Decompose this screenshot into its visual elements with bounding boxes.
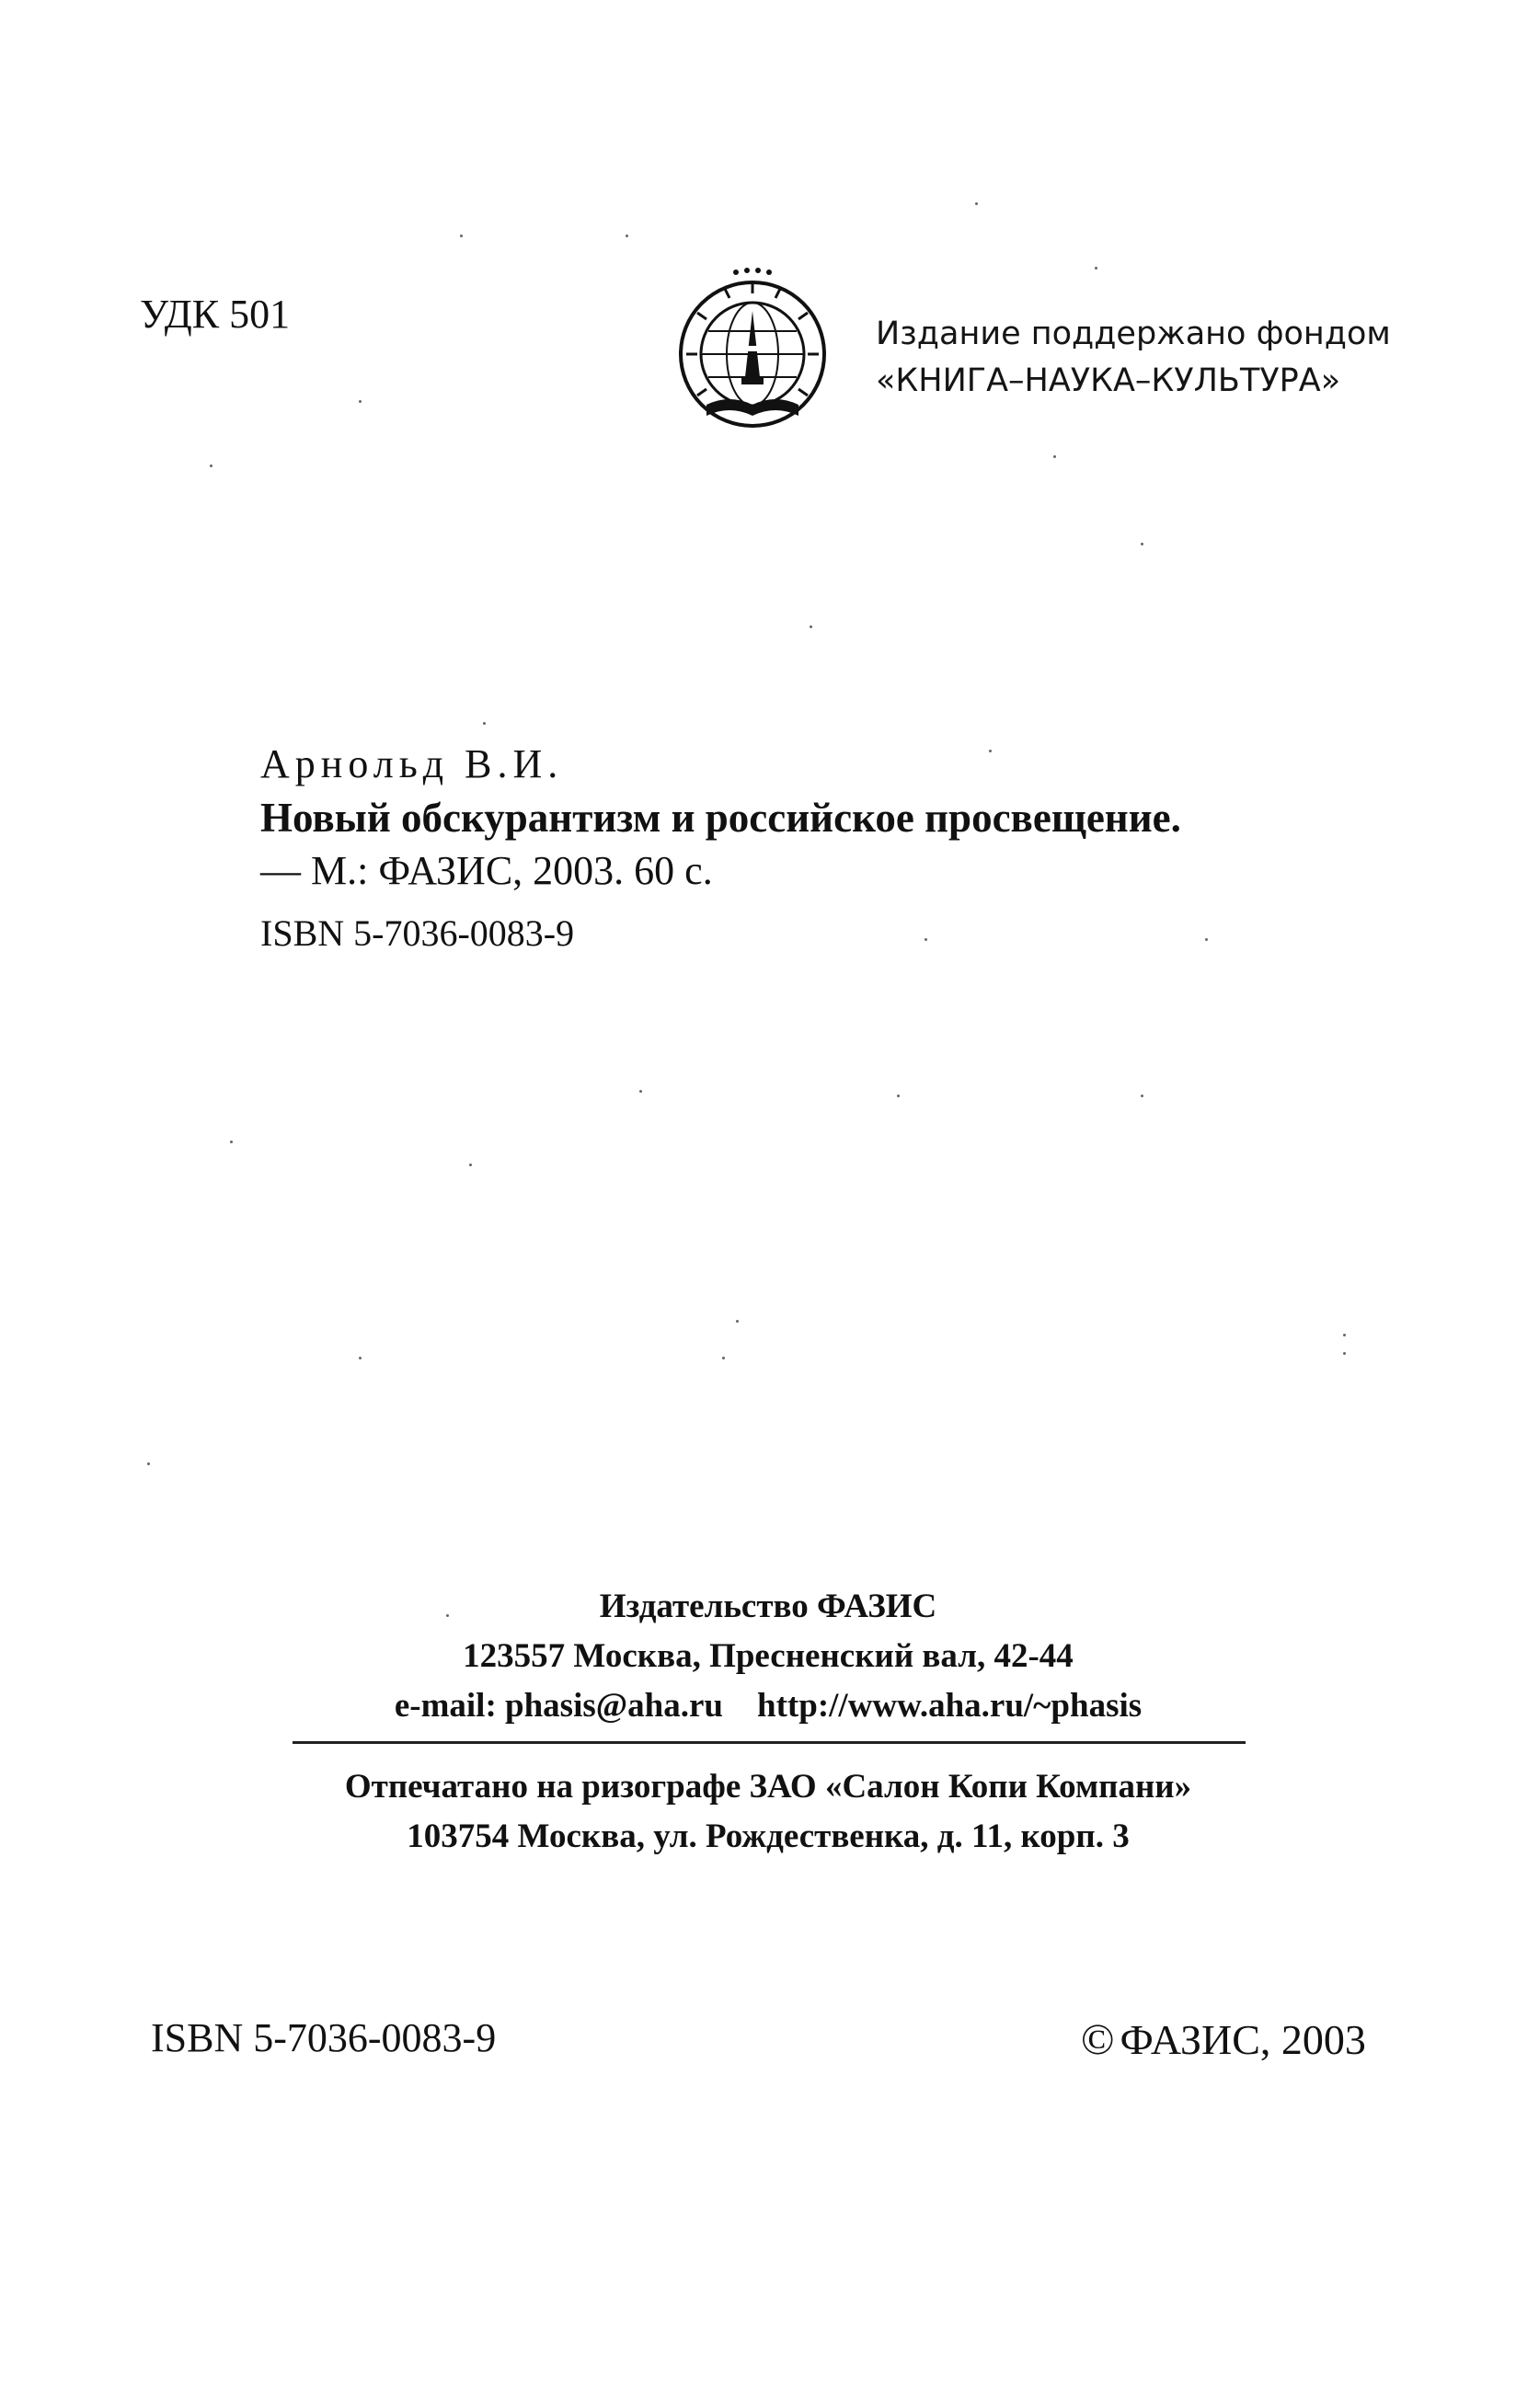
speck (722, 1357, 725, 1359)
speck (230, 1141, 233, 1143)
printer-line-2: 103754 Москва, ул. Рождественка, д. 11, корп. 3 (407, 1817, 1130, 1855)
speck (897, 1095, 900, 1097)
speck (359, 1357, 362, 1359)
speck (736, 1320, 739, 1323)
speck (483, 722, 486, 725)
speck (1095, 267, 1097, 269)
bibliographic-record (260, 738, 1181, 960)
book-title: Новый обскурантизм и российское просвещение. (260, 795, 1181, 841)
udk-code: УДК 501 (140, 292, 291, 337)
copyright-icon: © (1081, 2015, 1115, 2064)
copyright-text: ФАЗИС, 2003 (1120, 2016, 1366, 2063)
speck (359, 400, 362, 403)
speck (1053, 455, 1056, 458)
speck (989, 750, 992, 752)
publisher-name: Издательство ФАЗИС (599, 1588, 937, 1625)
isbn-record: ISBN 5-7036-0083-9 (260, 912, 575, 954)
speck (1141, 1095, 1143, 1097)
copyright-notice (1081, 2014, 1366, 2065)
speck (626, 235, 628, 237)
speck (639, 1090, 642, 1093)
speck (147, 1462, 150, 1465)
publisher-email: phasis@aha.ru (505, 1687, 724, 1725)
publisher-contacts (271, 1681, 1265, 1731)
printer-info (271, 1762, 1265, 1862)
foundation-logo (670, 267, 835, 441)
isbn-footer: ISBN 5-7036-0083-9 (151, 2015, 497, 2060)
author-name: Арнольд В.И. (260, 741, 564, 786)
speck (975, 202, 978, 205)
speck (1343, 1334, 1346, 1336)
sponsor-note (876, 311, 1391, 405)
publisher-info (271, 1582, 1265, 1731)
imprint-line: — М.: ФАЗИС, 2003. 60 с. (260, 848, 713, 893)
speck (460, 235, 463, 237)
printer-line-1: Отпечатано на ризографе ЗАО «Салон Копи Компани» (344, 1768, 1192, 1806)
section-divider (293, 1741, 1246, 1744)
speck (925, 938, 927, 941)
speck (469, 1164, 472, 1166)
email-label: e-mail: (394, 1687, 497, 1725)
book-globe-logo-icon (670, 267, 835, 441)
publisher-url: http://www.aha.ru/~phasis (757, 1687, 1143, 1725)
sponsor-line-1: Издание поддержано фондом (876, 315, 1391, 352)
speck (1205, 938, 1208, 941)
speck (210, 464, 212, 467)
sponsor-line-2: «КНИГА–НАУКА–КУЛЬТУРА» (876, 362, 1341, 399)
speck (1141, 543, 1143, 545)
speck (810, 625, 812, 628)
publisher-address: 123557 Москва, Пресненский вал, 42-44 (463, 1637, 1074, 1675)
speck (446, 1614, 449, 1617)
speck (1343, 1352, 1346, 1355)
